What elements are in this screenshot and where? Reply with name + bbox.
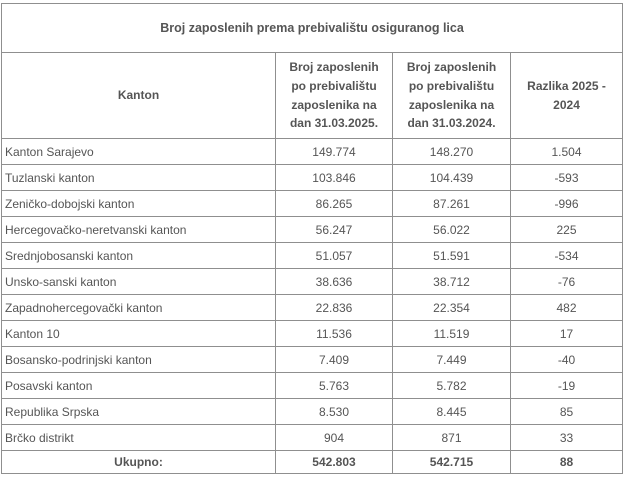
total-value-2025: 542.803 [276, 451, 393, 474]
column-header-kanton: Kanton [2, 53, 276, 139]
table-row [2, 165, 623, 191]
razlika-cell: 1.504 [511, 139, 623, 165]
kanton-name-cell: Kanton 10 [2, 321, 276, 347]
razlika-cell: 225 [511, 217, 623, 243]
value-2024-cell: 87.261 [393, 191, 511, 217]
value-2024-cell: 8.445 [393, 399, 511, 425]
value-2024-cell: 11.519 [393, 321, 511, 347]
kanton-name-cell: Unsko-sanski kanton [2, 269, 276, 295]
table-row [2, 399, 623, 425]
total-value-2024: 542.715 [393, 451, 511, 474]
razlika-cell: -19 [511, 373, 623, 399]
kanton-name-cell: Zapadnohercegovački kanton [2, 295, 276, 321]
table-row [2, 425, 623, 451]
kanton-name-cell: Zeničko-dobojski kanton [2, 191, 276, 217]
kanton-name-cell: Posavski kanton [2, 373, 276, 399]
razlika-cell: 17 [511, 321, 623, 347]
value-2025-cell: 149.774 [276, 139, 393, 165]
value-2024-cell: 7.449 [393, 347, 511, 373]
header-row [2, 53, 623, 139]
value-2024-cell: 22.354 [393, 295, 511, 321]
value-2025-cell: 86.265 [276, 191, 393, 217]
razlika-cell: 482 [511, 295, 623, 321]
total-value-razlika: 88 [511, 451, 623, 474]
value-2025-cell: 5.763 [276, 373, 393, 399]
table-row [2, 269, 623, 295]
value-2025-cell: 103.846 [276, 165, 393, 191]
total-row [2, 451, 623, 474]
column-header-razlika: Razlika 2025 - 2024 [511, 53, 623, 139]
razlika-cell: -534 [511, 243, 623, 269]
value-2024-cell: 871 [393, 425, 511, 451]
table-row [2, 243, 623, 269]
value-2024-cell: 51.591 [393, 243, 511, 269]
value-2025-cell: 38.636 [276, 269, 393, 295]
table-title: Broj zaposlenih prema prebivalištu osiguranog lica [2, 4, 623, 53]
employment-by-residence-table [1, 3, 623, 474]
value-2025-cell: 8.530 [276, 399, 393, 425]
kanton-name-cell: Tuzlanski kanton [2, 165, 276, 191]
table-row [2, 373, 623, 399]
table-row [2, 217, 623, 243]
value-2025-cell: 7.409 [276, 347, 393, 373]
razlika-cell: -593 [511, 165, 623, 191]
table-row [2, 139, 623, 165]
kanton-name-cell: Srednjobosanski kanton [2, 243, 276, 269]
value-2025-cell: 51.057 [276, 243, 393, 269]
table-row [2, 295, 623, 321]
column-header-2025: Broj zaposlenih po prebivalištu zaposlenika na dan 31.03.2025. [276, 53, 393, 139]
razlika-cell: 33 [511, 425, 623, 451]
title-row [2, 4, 623, 53]
kanton-name-cell: Bosansko-podrinjski kanton [2, 347, 276, 373]
razlika-cell: 85 [511, 399, 623, 425]
razlika-cell: -996 [511, 191, 623, 217]
column-header-2024: Broj zaposlenih po prebivalištu zaposlenika na dan 31.03.2024. [393, 53, 511, 139]
kanton-name-cell: Republika Srpska [2, 399, 276, 425]
table-row [2, 191, 623, 217]
razlika-cell: -40 [511, 347, 623, 373]
total-label: Ukupno: [2, 451, 276, 474]
value-2024-cell: 5.782 [393, 373, 511, 399]
value-2025-cell: 904 [276, 425, 393, 451]
value-2025-cell: 11.536 [276, 321, 393, 347]
value-2024-cell: 148.270 [393, 139, 511, 165]
kanton-name-cell: Kanton Sarajevo [2, 139, 276, 165]
table-row [2, 321, 623, 347]
value-2024-cell: 104.439 [393, 165, 511, 191]
value-2025-cell: 22.836 [276, 295, 393, 321]
table-row [2, 347, 623, 373]
kanton-name-cell: Hercegovačko-neretvanski kanton [2, 217, 276, 243]
razlika-cell: -76 [511, 269, 623, 295]
value-2024-cell: 38.712 [393, 269, 511, 295]
kanton-name-cell: Brčko distrikt [2, 425, 276, 451]
value-2025-cell: 56.247 [276, 217, 393, 243]
value-2024-cell: 56.022 [393, 217, 511, 243]
